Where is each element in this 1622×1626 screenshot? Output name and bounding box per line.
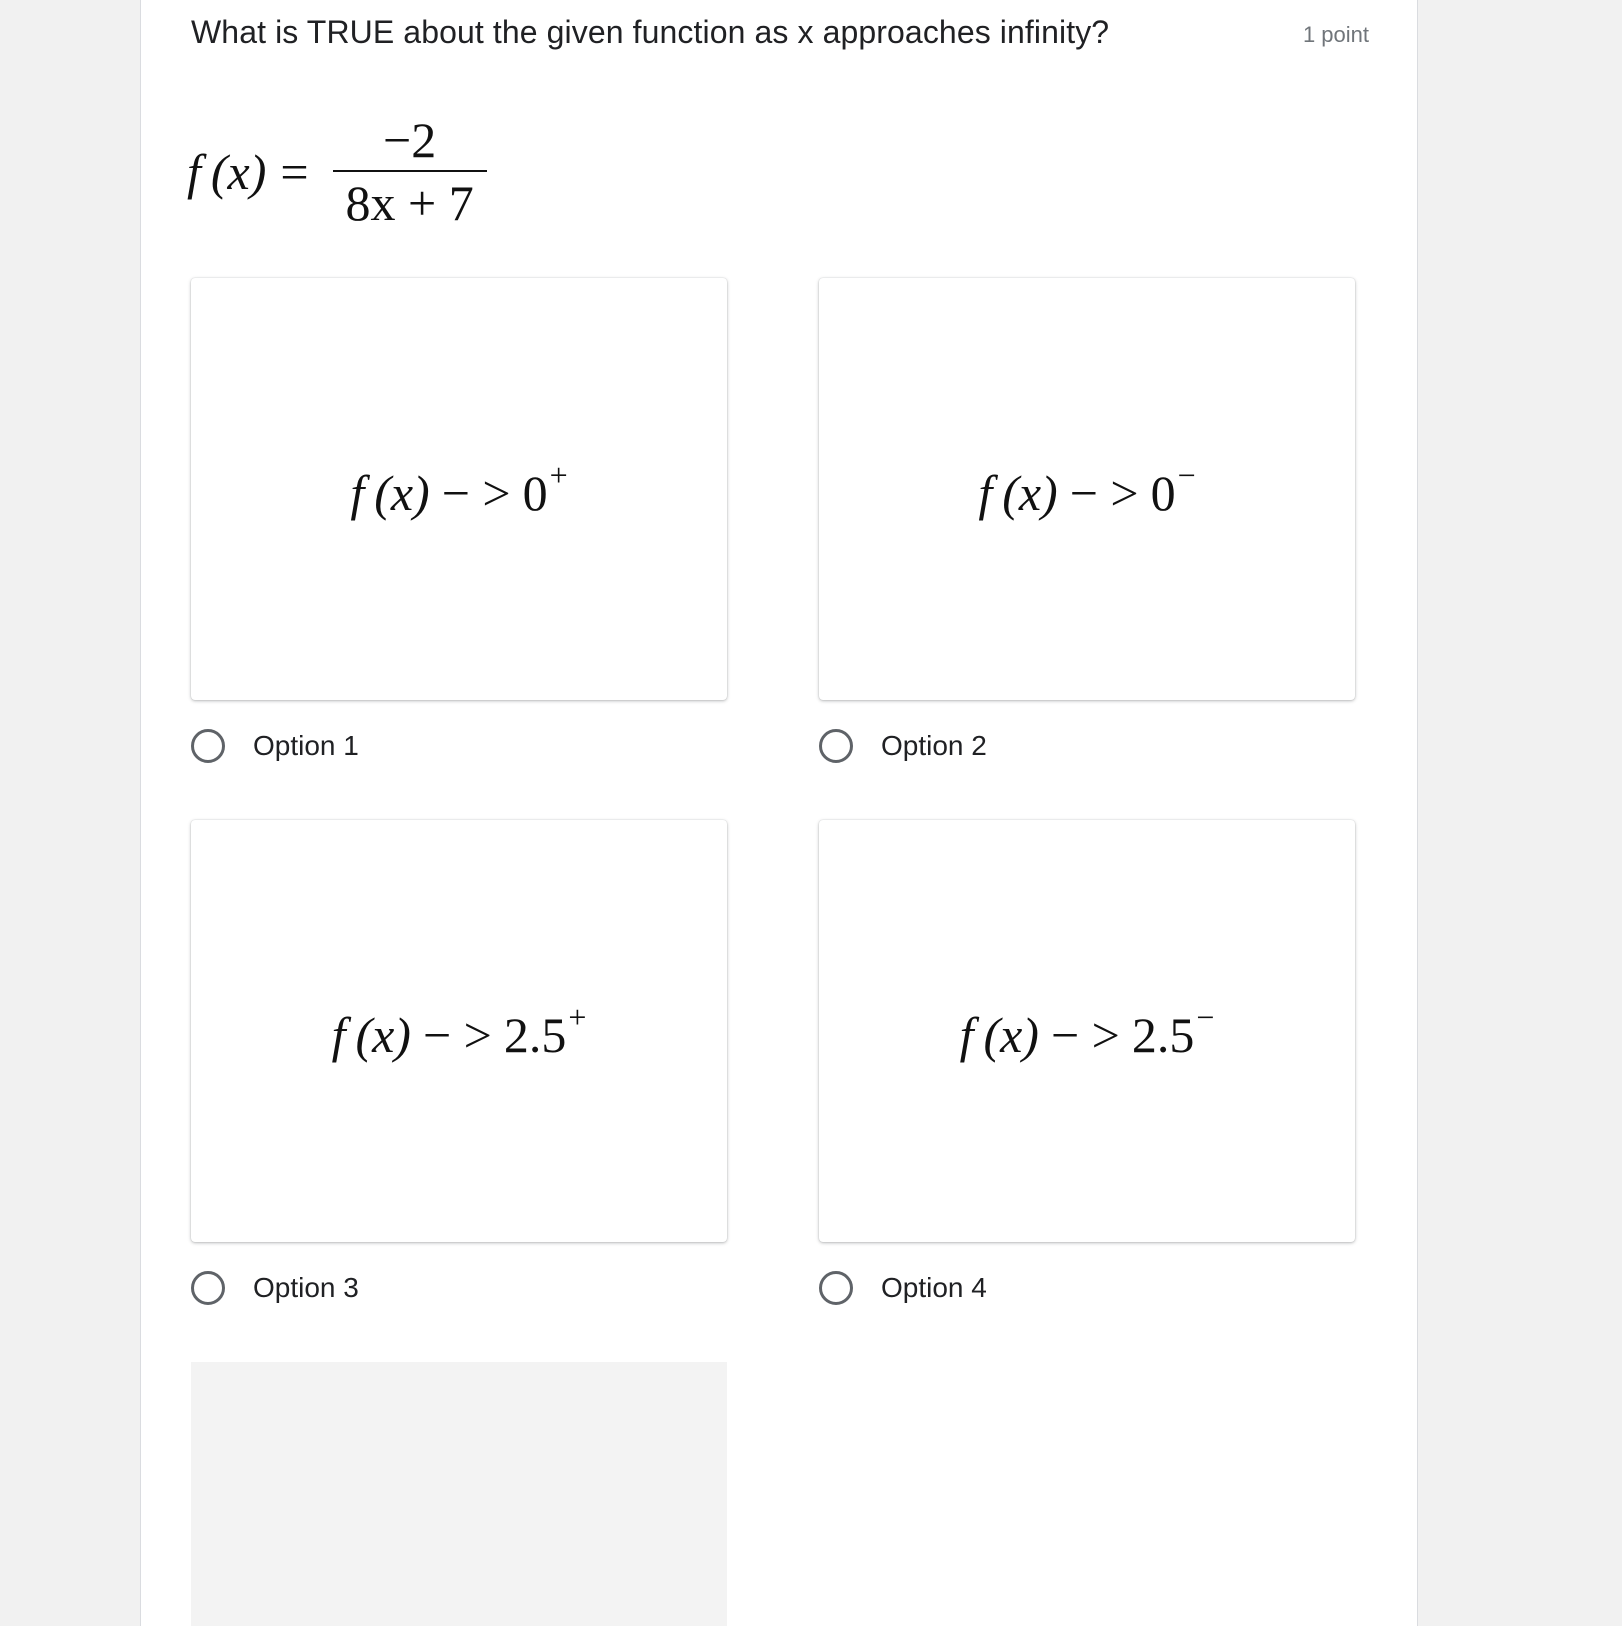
- function-variable: (x): [210, 144, 267, 200]
- option-2-image[interactable]: [819, 278, 1355, 700]
- option-4-variable: (x): [983, 1006, 1039, 1063]
- option-1-superscript: +: [549, 456, 568, 493]
- option-3-image[interactable]: [191, 820, 727, 1242]
- option-4-superscript: −: [1196, 998, 1215, 1035]
- option-4-label[interactable]: Option 4: [881, 1272, 987, 1303]
- option-1-value: 0: [522, 464, 548, 521]
- option-1-radio[interactable]: [191, 729, 225, 763]
- option-3-value: 2.5: [503, 1006, 567, 1063]
- option-3-radio[interactable]: [191, 1271, 225, 1305]
- question-title: What is TRUE about the given function as x approaches infinity?: [191, 14, 1110, 50]
- option-4-radio[interactable]: [819, 1271, 853, 1305]
- option-2-variable: (x): [1002, 464, 1058, 521]
- option-3-superscript: +: [568, 998, 587, 1035]
- option-3-arrow: − >: [422, 1006, 492, 1063]
- option-image-placeholder: [191, 1362, 727, 1626]
- option-1-variable: (x): [374, 464, 430, 521]
- option-1-arrow: − >: [441, 464, 511, 521]
- function-equation: [187, 102, 487, 242]
- option-4-expression: [960, 999, 1215, 1064]
- option-3-variable: (x): [355, 1006, 411, 1063]
- option-4-function-name: f: [959, 1006, 974, 1063]
- points-label: 1 point: [1302, 22, 1369, 47]
- fraction-denominator: 8x + 7: [345, 175, 474, 231]
- option-2-radio[interactable]: [819, 729, 853, 763]
- option-2-row[interactable]: [819, 724, 987, 768]
- option-2-superscript: −: [1177, 456, 1196, 493]
- function-name: f: [187, 144, 201, 200]
- option-4-arrow: − >: [1050, 1006, 1120, 1063]
- option-3-label[interactable]: Option 3: [253, 1272, 359, 1303]
- fraction: [333, 110, 487, 234]
- option-3-function-name: f: [331, 1006, 346, 1063]
- option-4-row[interactable]: [819, 1266, 987, 1310]
- option-1-image[interactable]: [191, 278, 727, 700]
- option-3-expression: [332, 999, 587, 1064]
- option-4-value: 2.5: [1131, 1006, 1195, 1063]
- option-3-row[interactable]: [191, 1266, 359, 1310]
- option-2-arrow: − >: [1069, 464, 1139, 521]
- option-2-label[interactable]: Option 2: [881, 730, 987, 761]
- option-1-row[interactable]: [191, 724, 359, 768]
- option-1-label[interactable]: Option 1: [253, 730, 359, 761]
- option-1-expression: [350, 457, 567, 522]
- option-2-function-name: f: [978, 464, 993, 521]
- option-4-image[interactable]: [819, 820, 1355, 1242]
- equals-sign: =: [280, 144, 309, 200]
- fraction-numerator: −2: [383, 112, 437, 168]
- option-1-function-name: f: [350, 464, 365, 521]
- option-2-value: 0: [1150, 464, 1176, 521]
- question-card: [140, 0, 1418, 1626]
- option-2-expression: [978, 457, 1195, 522]
